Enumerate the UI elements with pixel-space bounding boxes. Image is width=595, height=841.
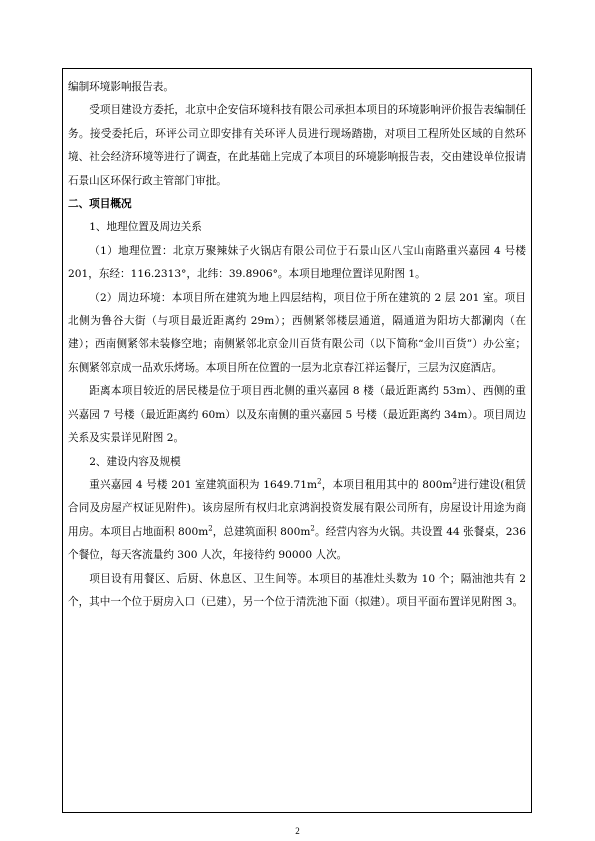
scale-text-3: 进行建设(租赁合同及房屋产权证见附件)。该房屋所有权归北京鸿润投资发展有限公司所有，房屋设计用途为商用房。本项目占地面积 800m [68,478,526,538]
paragraph-scale [68,474,526,568]
superscript: 2 [452,477,458,486]
scale-text-2: ，本项目租用其中的 800m [321,478,453,491]
document-body [68,76,526,614]
scale-text-5: 。经营内容为火锅。共设置 44 张餐桌，236 个餐位，每天客流量约 300 人次，年接待约 90000 人次。 [68,525,526,562]
superscript: 2 [310,524,315,533]
scale-text-4: ，总建筑面积 800m [212,525,311,538]
paragraph-facilities: 项目设有用餐区、后厨、休息区、卫生间等。本项目的基准灶头数为 10 个；隔油池共有 2 个，其中一个位于厨房入口（已建），另一个位于清洗池下面（拟建）。项目平面布置详见附图 3。 [68,572,526,608]
scale-text-1: 重兴嘉园 4 号楼 201 室建筑面积为 1649.71m [89,478,318,491]
paragraph-intro-end: 编制环境影响报告表。 [68,81,174,93]
paragraph-commission: 受项目建设方委托，北京中企安信环境科技有限公司承担本项目的环境影响评价报告表编制任务。接受委托后，环评公司立即安排有关环评人员进行现场踏勘，对项目工程所处区域的自然环境、社会经济环境等进行了调查，在此基础上完成了本项目的环境影响报告表，交由建设单位报请石景山区环保行政主管部门审批。 [68,104,526,187]
superscript: 2 [208,524,213,533]
subsection-heading-location: 1、地理位置及周边关系 [89,221,202,234]
superscript: 2 [317,477,322,486]
section-heading: 二、项目概况 [68,198,132,211]
page-number: 2 [295,826,300,836]
paragraph-surroundings: （2）周边环境：本项目所在建筑为地上四层结构，项目位于所在建筑的 2 层 201 室。项目北侧为鲁谷大街（与项目最近距离约 29m）；西侧紧邻楼层通道，隔通道为阳坊大都涮肉（在建）；西南侧紧邻未装修空地；南侧紧邻北京金川百货有限公司（以下简称“金川百货”）办公室；东侧紧邻京成一品欢乐烤场。本项目所在位置的一层为北京春江祥运餐厅，三层为汉庭酒店。 [68,291,526,374]
paragraph-residential: 距离本项目较近的居民楼是位于项目西北侧的重兴嘉园 8 楼（最近距离约 53m）、西侧的重兴嘉园 7 号楼（最近距离约 60m）以及东南侧的重兴嘉园 5 号楼（最近距离约 34m）。项目周边关系及实景详见附图 2。 [68,385,526,445]
subsection-heading-scale: 2、建设内容及规模 [89,455,181,468]
paragraph-location: （1）地理位置：北京万聚辣妹子火锅店有限公司位于石景山区八宝山南路重兴嘉园 4 号楼 201，东经：116.2313°，北纬：39.8906°。本项目地理位置详见附图 1。 [68,244,526,281]
